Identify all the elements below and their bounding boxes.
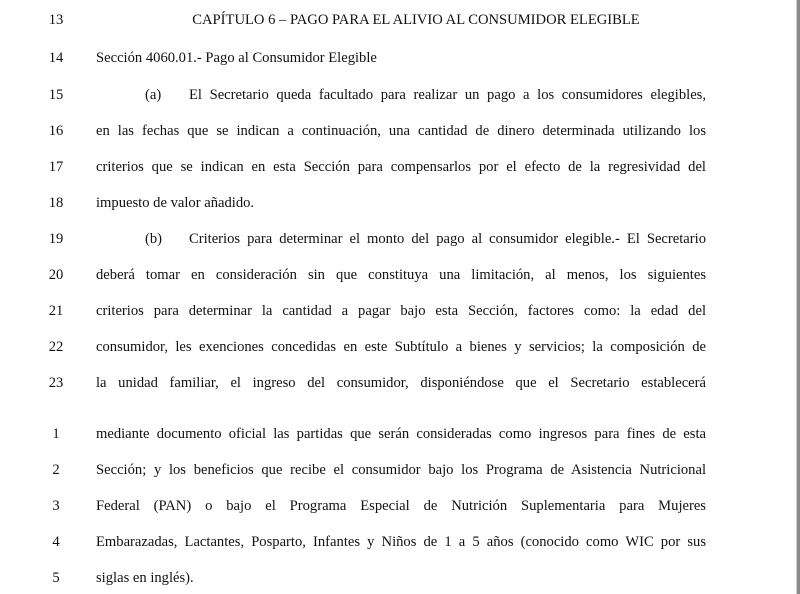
document-line [0, 155, 797, 179]
line-number: 15 [48, 87, 64, 103]
line-number: 13 [48, 12, 64, 28]
line-number: 20 [48, 267, 64, 283]
document-line [0, 8, 797, 32]
line-number: 19 [48, 231, 64, 247]
line-text: Criterios para determinar el monto del pago al consumidor elegible.- El Secretario [189, 231, 706, 247]
line-number: 5 [52, 570, 60, 586]
line-text: impuesto de valor añadido. [96, 195, 255, 211]
document-line [0, 422, 797, 446]
line-text: la unidad familiar, el ingreso del consumidor, disponiéndose que el Secretario establecerá [96, 375, 706, 391]
document-line [0, 191, 797, 215]
line-number: 14 [48, 50, 64, 66]
document-line [0, 335, 797, 359]
document-line [0, 263, 797, 287]
line-number: 16 [48, 123, 64, 139]
line-number: 21 [48, 303, 64, 319]
paragraph-b-line [145, 227, 706, 251]
line-text: deberá tomar en consideración sin que constituya una limitación, al menos, los siguientes [96, 267, 706, 283]
document-line [0, 299, 797, 323]
document-line [0, 530, 797, 554]
line-text: Embarazadas, Lactantes, Posparto, Infantes y Niños de 1 a 5 años (conocido como WIC por sus [96, 534, 706, 550]
document-line [0, 46, 797, 70]
line-text: Sección; y los beneficios que recibe el consumidor bajo los Programa de Asistencia Nutricional [96, 462, 706, 478]
line-number: 4 [52, 534, 60, 550]
line-text: Federal (PAN) o bajo el Programa Especial de Nutrición Suplementaria para Mujeres [96, 498, 706, 514]
paragraph-a-line [145, 83, 706, 107]
document-line [0, 83, 797, 107]
section-title: Sección 4060.01.- Pago al Consumidor Elegible [96, 50, 377, 66]
line-number: 1 [52, 426, 60, 442]
document-line [0, 119, 797, 143]
line-text: mediante documento oficial las partidas que serán consideradas como ingresos para fines de esta [96, 426, 706, 442]
line-text: consumidor, les exenciones concedidas en este Subtítulo a bienes y servicios; la composición de [96, 339, 706, 355]
document-line [0, 227, 797, 251]
line-text: siglas en inglés). [96, 570, 194, 586]
document-line [0, 566, 797, 590]
line-number: 3 [52, 498, 60, 514]
line-number: 22 [48, 339, 64, 355]
line-number: 17 [48, 159, 64, 175]
paragraph-label: (a) [145, 87, 162, 103]
line-text: El Secretario queda facultado para realizar un pago a los consumidores elegibles, [189, 87, 706, 103]
document-line [0, 371, 797, 395]
paragraph-label: (b) [145, 231, 163, 247]
chapter-heading: CAPÍTULO 6 – PAGO PARA EL ALIVIO AL CONSUMIDOR ELEGIBLE [192, 12, 640, 28]
line-number: 23 [48, 375, 64, 391]
document-line [0, 458, 797, 482]
line-number: 2 [52, 462, 60, 478]
line-number: 18 [48, 195, 64, 211]
line-text: criterios para determinar la cantidad a pagar bajo esta Sección, factores como: la edad del [96, 303, 706, 319]
line-text: en las fechas que se indican a continuación, una cantidad de dinero determinada utilizando los [96, 123, 706, 139]
line-text: criterios que se indican en esta Sección para compensarlos por el efecto de la regresividad del [96, 159, 706, 175]
document-line [0, 494, 797, 518]
